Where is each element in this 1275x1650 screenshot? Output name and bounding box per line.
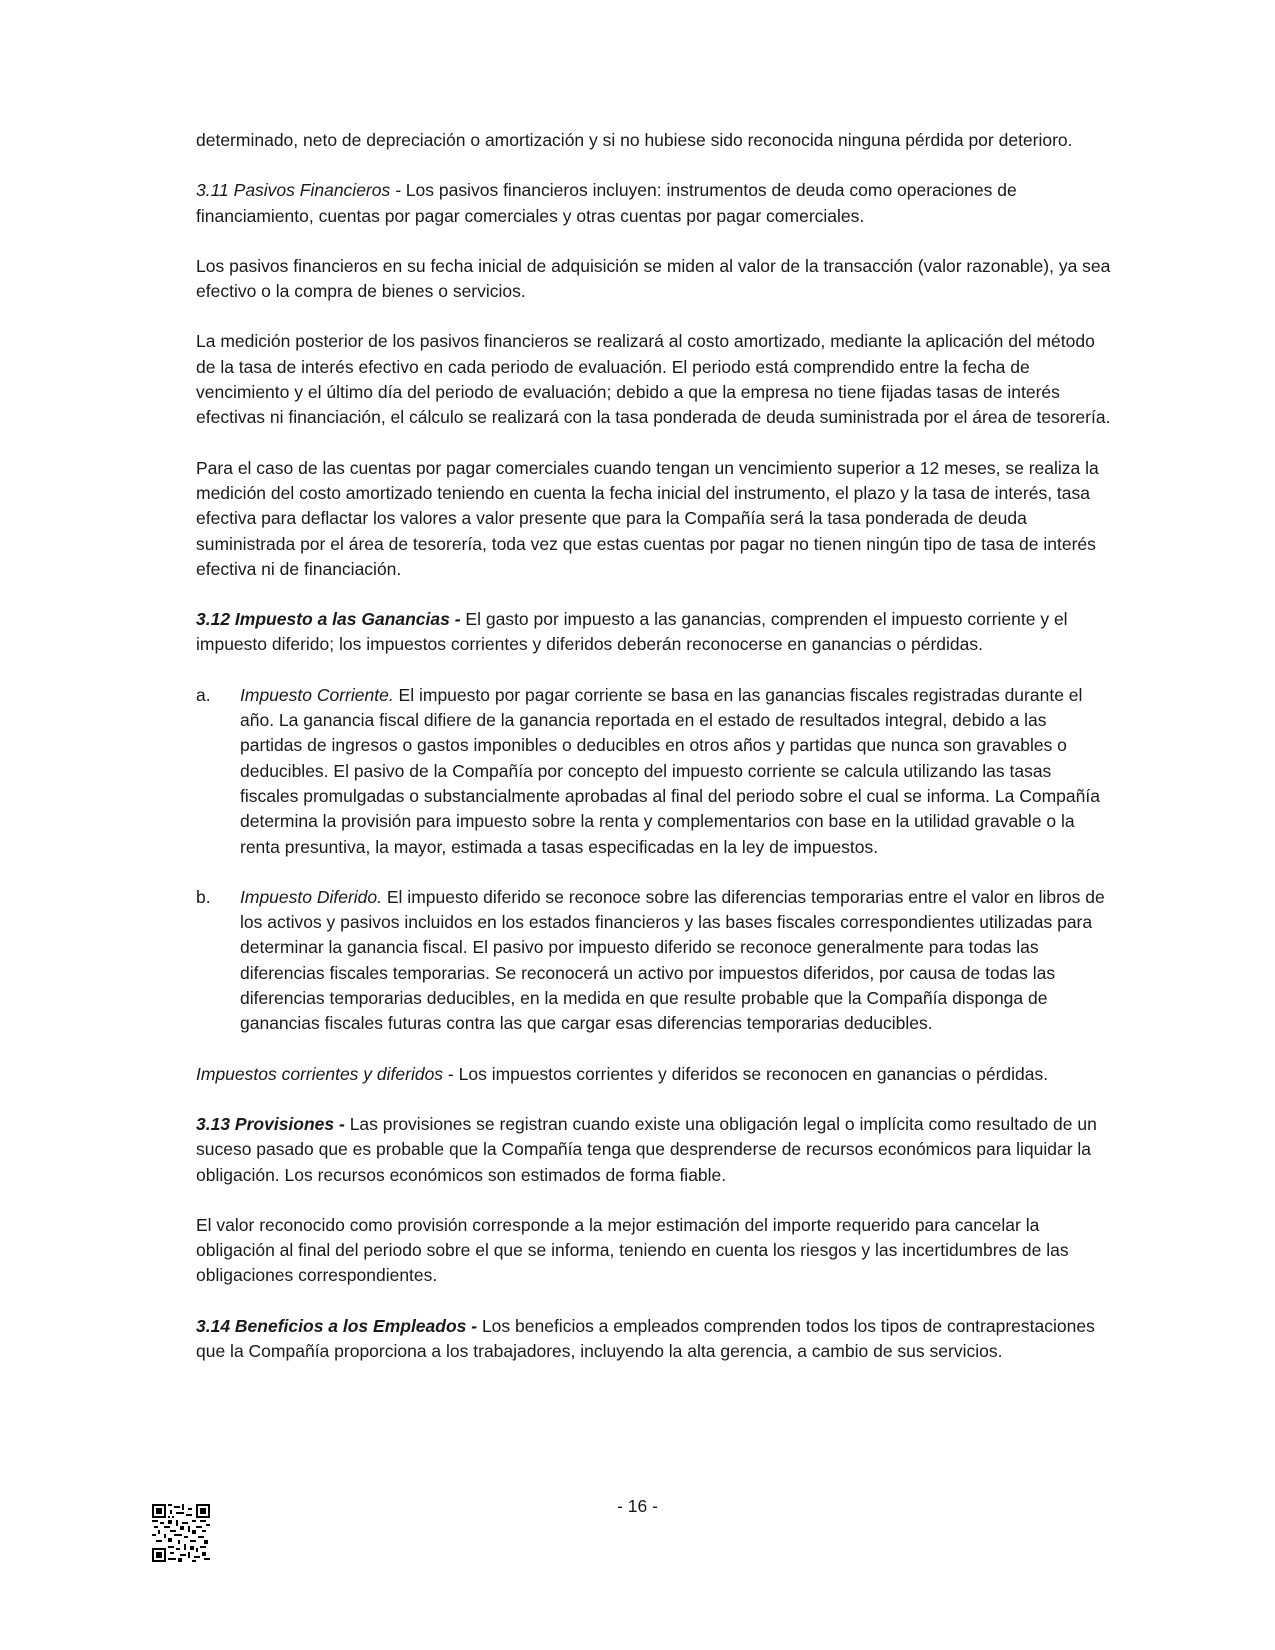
- section-3-13-title: 3.13 Provisiones -: [196, 1113, 345, 1134]
- list-item-a-text: El impuesto por pagar corriente se basa en las ganancias fiscales registradas durante el año. La ganancia fiscal difiere de la ganancia reportada en el estado de resultados integral, debido a las partidas de ingresos o gastos imponibles o deducibles en otros años y partidas que nunca son gravables o deducibles. El pasivo de la Compañía por concepto del impuesto corriente se calcula utilizando las tasas fiscales promulgadas o substancialmente aprobadas al final del periodo sobre el cual se informa. La Compañía determina la provisión para impuesto sobre la renta y complementarios con base en la utilidad gravable o la renta presuntiva, la mayor, estimada a tasas especificadas en la ley de impuestos.: [240, 684, 1100, 857]
- section-3-14: [196, 1314, 1111, 1365]
- list-item-impuesto-diferido: [196, 885, 1111, 1037]
- section-3-11: [196, 178, 1111, 229]
- section-3-13-text: Las provisiones se registran cuando existe una obligación legal o implícita como resultado de un suceso pasado que es probable que la Compañía tenga que desprenderse de recursos económicos para liquidar la obligación. Los recursos económicos son estimados de forma fiable.: [196, 1113, 1097, 1185]
- page-number: - 16 -: [617, 1496, 658, 1516]
- paragraph-medicion-posterior: La medición posterior de los pasivos financieros se realizará al costo amortizado, mediante la aplicación del método de la tasa de interés efectivo en cada periodo de evaluación. El periodo está comprendido entre la fecha de vencimiento y el último día del periodo de evaluación; debido a que la empresa no tiene fijadas tasas de interés efectivas ni financiación, el cálculo se realizará con la tasa ponderada de deuda suministrada por el área de tesorería.: [196, 331, 1111, 428]
- section-3-13: [196, 1112, 1111, 1188]
- paragraph-pasivos-medicion-inicial: Los pasivos financieros en su fecha inicial de adquisición se miden al valor de la transacción (valor razonable), ya sea efectivo o la compra de bienes o servicios.: [196, 255, 1111, 302]
- paragraph-valor-provision: El valor reconocido como provisión corresponde a la mejor estimación del importe requerido para cancelar la obligación al final del periodo sobre el que se informa, teniendo en cuenta los riesgos y las incertidumbres de las obligaciones correspondientes.: [196, 1214, 1069, 1286]
- impuestos-corrientes-title: Impuestos corrientes y diferidos: [196, 1063, 444, 1084]
- section-3-12: [196, 607, 1111, 658]
- paragraph-impuestos-corrientes-diferidos: [196, 1062, 1111, 1087]
- qr-code-icon: [152, 1504, 210, 1562]
- list-marker-a: a.: [196, 684, 211, 705]
- document-body: [196, 128, 1111, 1389]
- section-3-12-title: 3.12 Impuesto a las Ganancias -: [196, 609, 461, 630]
- list-item-b-text: El impuesto diferido se reconoce sobre las diferencias temporarias entre el valor en libros de los activos y pasivos incluidos en los estados financieros y las bases fiscales correspondientes utilizadas para determinar la ganancia fiscal. El pasivo por impuesto diferido se reconoce generalmente para todas las diferencias fiscales temporarias. Se reconocerá un activo por impuestos diferidos, por causa de todas las diferencias temporarias deducibles, en la medida en que resulte probable que la Compañía disponga de ganancias fiscales futuras contra las que cargar esas diferencias temporarias deducibles.: [240, 886, 1105, 1034]
- paragraph-cuentas-por-pagar: Para el caso de las cuentas por pagar comerciales cuando tengan un vencimiento superior a 12 meses, se realiza la medición del costo amortizado teniendo en cuenta la fecha inicial del instrumento, el plazo y la tasa de interés, tasa efectiva para deflactar los valores a valor presente que para la Compañía será la tasa ponderada de deuda suministrada por el área de tesorería, toda vez que estas cuentas por pagar no tienen ningún tipo de tasa de interés efectiva ni de financiación.: [196, 457, 1099, 579]
- paragraph-deterioro: determinado, neto de depreciación o amortización y si no hubiese sido reconocida ninguna pérdida por deterioro.: [196, 130, 1073, 150]
- list-item-b-title: Impuesto Diferido.: [240, 886, 383, 907]
- section-3-12-text: El gasto por impuesto a las ganancias, comprenden el impuesto corriente y el impuesto diferido; los impuestos corrientes y diferidos deberán reconocerse en ganancias o pérdidas.: [196, 609, 1068, 655]
- section-3-11-text: Los pasivos financieros incluyen: instrumentos de deuda como operaciones de financiamiento, cuentas por pagar comerciales y otras cuentas por pagar comerciales.: [196, 180, 1017, 226]
- section-3-11-number: 3.11: [196, 180, 229, 201]
- section-3-14-text: Los beneficios a empleados comprenden todos los tipos de contraprestaciones que la Compañía proporciona a los trabajadores, incluyendo la alta gerencia, a cambio de sus servicios.: [196, 1315, 1095, 1361]
- section-3-11-title: Pasivos Financieros -: [233, 180, 401, 201]
- list-marker-b: b.: [196, 886, 211, 907]
- list-item-impuesto-corriente: [196, 683, 1111, 860]
- list-item-a-title: Impuesto Corriente.: [240, 684, 394, 705]
- section-3-14-title: 3.14 Beneficios a los Empleados -: [196, 1315, 478, 1336]
- impuestos-corrientes-text: - Los impuestos corrientes y diferidos se reconocen en ganancias o pérdidas.: [443, 1063, 1049, 1084]
